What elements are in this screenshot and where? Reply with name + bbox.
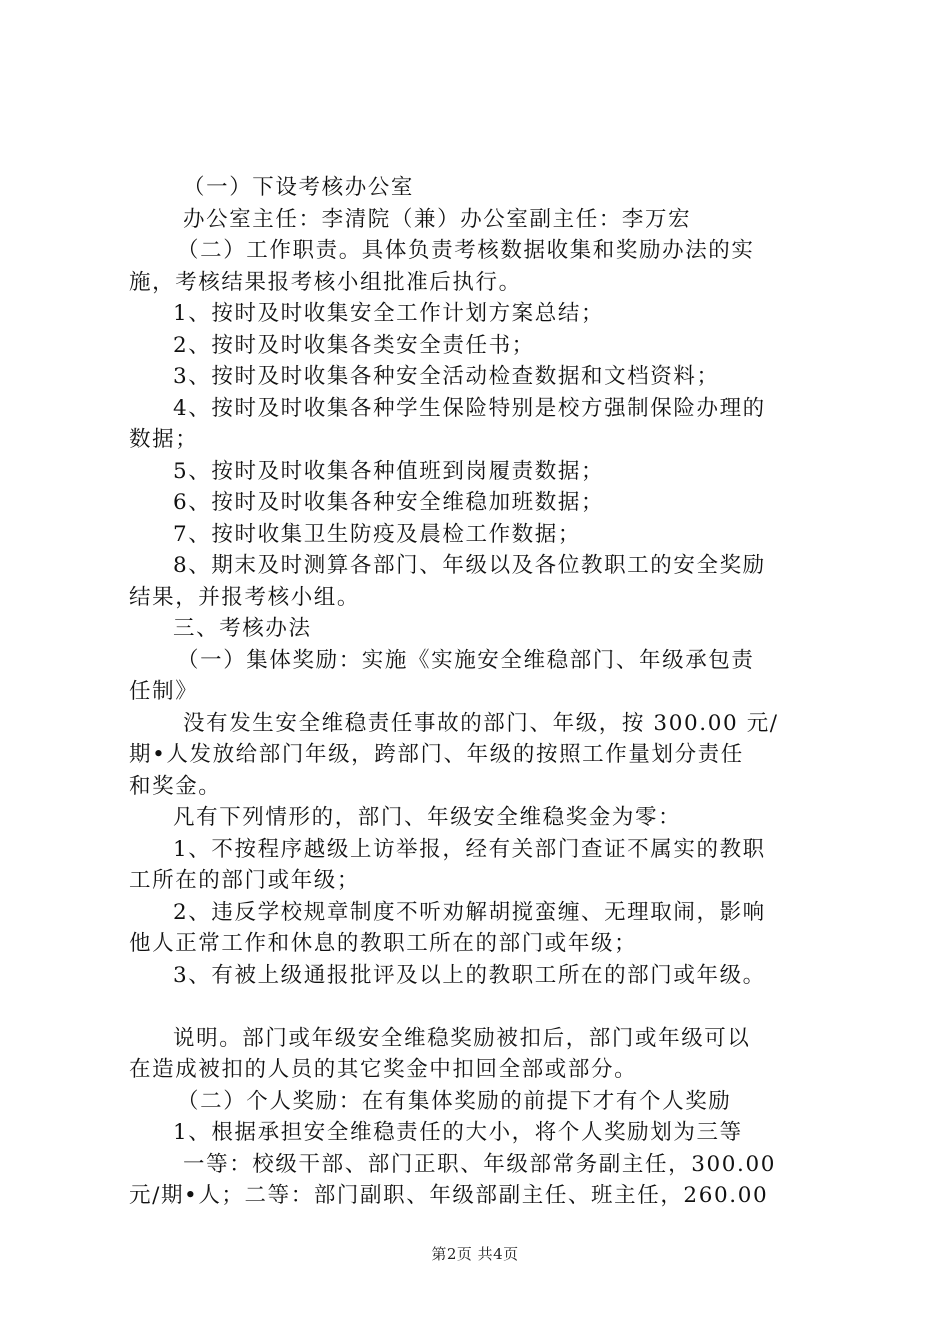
text-line: 5、按时及时收集各种值班到岗履责数据；	[173, 458, 605, 484]
text-line: （二）工作职责。具体负责考核数据收集和奖励办法的实	[177, 238, 755, 263]
text-line: 2、违反学校规章制度不听劝解胡搅蛮缠、无理取闹，影响	[173, 899, 766, 925]
document-body	[129, 172, 831, 1212]
text-line: 没有发生安全维稳责任事故的部门、年级，按 300.00 元/	[183, 710, 779, 736]
text-line: 在造成被扣的人员的其它奖金中扣回全部或部分。	[129, 1057, 638, 1082]
text-line: 施，考核结果报考核小组批准后执行。	[129, 269, 522, 295]
text-line: 说明。部门或年级安全维稳奖励被扣后，部门或年级可以	[173, 1025, 751, 1051]
text-line: 8、期末及时测算各部门、年级以及各位教职工的安全奖励	[173, 553, 766, 578]
blank-line	[129, 991, 831, 1023]
section-heading: 三、考核办法	[173, 616, 312, 641]
text-line: 一等：校级干部、部门正职、年级部常务副主任，300.00	[183, 1151, 777, 1177]
text-line: 期•人发放给部门年级，跨部门、年级的按照工作量划分责任	[129, 742, 744, 767]
text-line: 4、按时及时收集各种学生保险特别是校方强制保险办理的	[173, 395, 766, 421]
text-line: 凡有下列情形的，部门、年级安全维稳奖金为零：	[173, 805, 682, 830]
text-line: 任制》	[129, 679, 199, 704]
text-line: 1、根据承担安全维稳责任的大小，将个人奖励划为三等	[173, 1120, 743, 1145]
text-line: 2、按时及时收集各类安全责任书；	[173, 332, 535, 358]
text-line: （一）下设考核办公室	[183, 175, 415, 200]
text-line: 7、按时收集卫生防疫及晨检工作数据；	[173, 521, 581, 547]
text-line: 1、按时及时收集安全工作计划方案总结；	[173, 301, 605, 326]
text-line: 结果，并报考核小组。	[129, 584, 361, 610]
text-line: 数据；	[129, 427, 199, 452]
text-line: 和奖金。	[129, 773, 222, 799]
text-line: 工所在的部门或年级；	[129, 868, 361, 893]
text-line: 3、有被上级通报批评及以上的教职工所在的部门或年级。	[173, 962, 766, 988]
text-line: 1、不按程序越级上访举报，经有关部门查证不属实的教职	[173, 836, 766, 862]
text-line: 元/期•人；二等：部门副职、年级部副主任、班主任，260.00	[129, 1183, 769, 1208]
text-line: 他人正常工作和休息的教职工所在的部门或年级；	[129, 931, 638, 956]
text-line: 6、按时及时收集各种安全维稳加班数据；	[173, 490, 605, 515]
text-line: 3、按时及时收集各种安全活动检查数据和文档资料；	[173, 364, 720, 389]
text-line: 办公室主任：李清院（兼）办公室副主任：李万宏	[183, 206, 692, 232]
page-footer: 第2页 共4页	[431, 1245, 519, 1263]
text-line: （二）个人奖励：在有集体奖励的前提下才有个人奖励	[177, 1088, 732, 1114]
text-line: （一）集体奖励：实施《实施安全维稳部门、年级承包责	[177, 647, 755, 673]
